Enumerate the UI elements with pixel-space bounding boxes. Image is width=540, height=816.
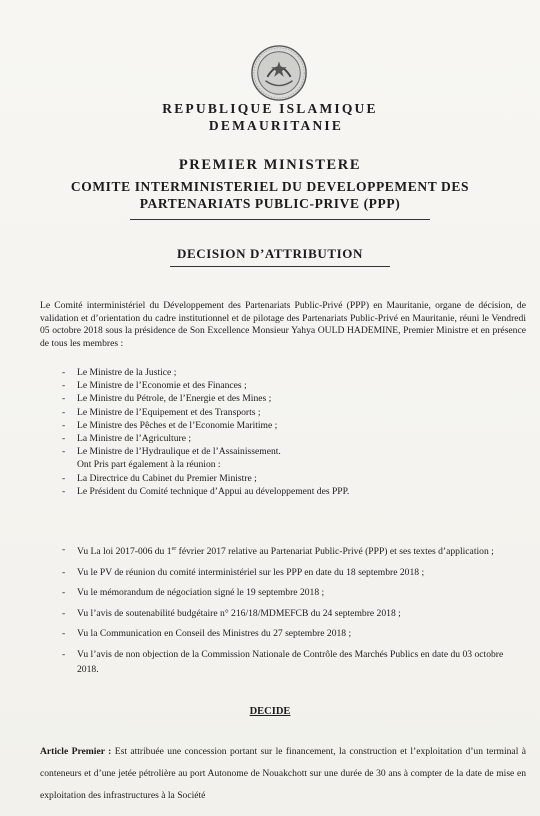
national-seal-icon (250, 44, 308, 102)
dash-marker: - (62, 628, 66, 640)
comite-line-1: COMITE INTERMINISTERIEL DU DEVELOPPEMENT DES (70, 179, 470, 194)
intro-paragraph: Le Comité interministériel du Développement des Partenariats Public-Privé (PPP) en Mauritanie, organe de décision, de validation et d’orientation du cadre institutionnel et de pilotage des Partenariats Public-Privé en Mauritanie, réuni le Vendredi 05 octobre 2018 sous la présidence de Son Excellence Monsieur Yahya OULD HADEMINE, Premier Ministre et en présence de tous les membres : (40, 300, 526, 349)
comite-line-2: PARTENARIATS PUBLIC-PRIVE (PPP) (139, 196, 401, 211)
dash-marker: - (62, 472, 66, 484)
list-item: - Vu La loi 2017-006 du 1er février 2017 relative au Partenariat Public-Privé (PPP) et ses textes d’application ; (62, 544, 494, 558)
dash-marker: - (62, 607, 66, 619)
list-item: - La Directrice du Cabinet du Premier Ministre ; (62, 472, 257, 484)
list-item: - Le Ministre de l’Economie et des Finances ; (62, 380, 247, 392)
dash-marker: - (62, 393, 66, 405)
considerations-list (62, 542, 524, 683)
dash-marker: - (62, 648, 66, 660)
dash-marker: - (62, 446, 66, 458)
article-premier-paragraph (40, 741, 526, 807)
dash-marker: - (62, 566, 66, 578)
dash-marker: - (62, 406, 66, 418)
list-item: - Vu le PV de réunion du comité interministériel sur les PPP en date du 18 septembre 2018 ; (62, 565, 524, 581)
list-item: - Vu l’avis de soutenabilité budgétaire n° 216/18/MDMEFCB du 24 septembre 2018 ; (62, 606, 524, 622)
republique-line-2: DEMAURITANIE (208, 118, 344, 133)
list-item: - Le Ministre du Pétrole, de l’Energie et des Mines ; (62, 393, 272, 405)
dash-marker: - (62, 587, 66, 599)
members-list (62, 366, 522, 498)
list-item: - Le Président du Comité technique d’Appui au développement des PPP. (62, 485, 350, 497)
republique-line-1: REPUBLIQUE ISLAMIQUE (162, 101, 378, 116)
list-item: - Le Ministre des Pêches et de l’Economie Maritime ; (62, 419, 278, 431)
list-item: - Vu l’avis de non objection de la Commission Nationale de Contrôle des Marchés Publics en date du 03 octobre 2018. (62, 648, 504, 676)
dash-marker: - (62, 485, 66, 497)
dash-marker: - (62, 433, 66, 445)
article-label: Article Premier : (40, 746, 112, 757)
dash-marker: - (62, 367, 66, 378)
dash-marker: - (62, 419, 66, 431)
list-item: - La Ministre de l’Agriculture ; (62, 433, 192, 445)
header-divider (130, 219, 430, 220)
decision-title: DECISION D’ATTRIBUTION (177, 246, 363, 261)
list-item: - Le Ministre de la Justice ; (62, 367, 177, 378)
also-present-label: Ont Pris part également à la réunion : (77, 459, 221, 471)
dash-marker: - (62, 544, 66, 555)
dash-marker: - (62, 380, 66, 392)
comite-heading (0, 178, 540, 212)
list-item: - Vu la Communication en Conseil des Ministres du 27 septembre 2018 ; (62, 626, 524, 642)
decision-underline (170, 266, 390, 267)
list-item: - Le Ministre de l’Hydraulique et de l’Assainissement. (62, 446, 281, 458)
article-text: Est attribuée une concession portant sur le financement, la construction et l’exploitation d’un terminal à conteneurs et d’une jetée pétrolière au port Autonome de Nouakchott sur une durée de 30 ans à compter de la date de mise en exploitation des infrastructures à la Société (40, 746, 526, 801)
decide-heading: DECIDE (249, 706, 291, 717)
list-item: - Le Ministre de l’Equipement et des Transports ; (62, 406, 261, 418)
premier-ministere-heading: PREMIER MINISTERE (178, 157, 362, 173)
list-item: - Vu le mémorandum de négociation signé le 19 septembre 2018 ; (62, 585, 524, 601)
